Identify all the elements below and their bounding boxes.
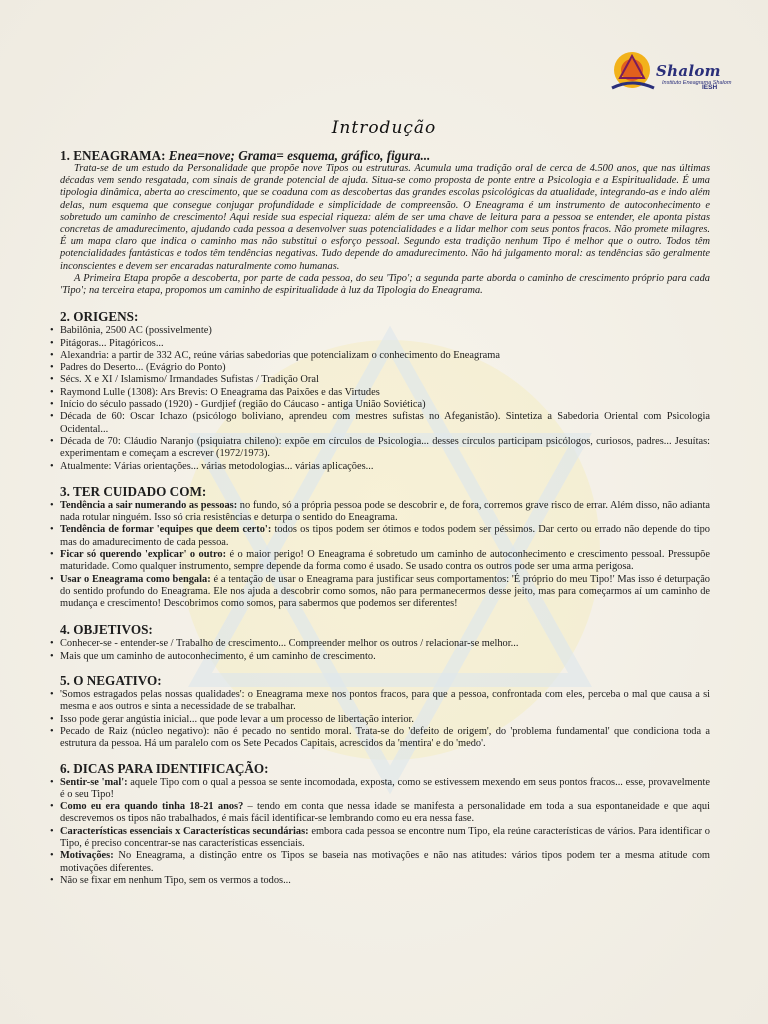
list-item-lead: Tendência a sair numerando as pessoas: bbox=[60, 499, 238, 511]
section-heading: 4. OBJETIVOS: bbox=[60, 622, 153, 638]
origins-list bbox=[60, 325, 710, 473]
section-heading-text: 1. ENEAGRAMA: bbox=[60, 148, 166, 163]
section-heading bbox=[60, 148, 710, 163]
list-item-text: aquele Tipo com o qual a pessoa se sente incomodada, exposta, como se estivessem mexendo em seus pontos fracos... esse, provavelmente é o seu Tipo! bbox=[60, 776, 710, 800]
list-item: • Mais que um caminho de autoconhecimento, é um caminho de crescimento. bbox=[60, 651, 710, 663]
section-dicas bbox=[60, 761, 710, 888]
page-title: Introdução bbox=[331, 118, 437, 138]
list-item-lead: Usar o Eneagrama como bengala: bbox=[60, 573, 211, 585]
list-item: • Pitágoras... Pitagóricos... bbox=[60, 338, 710, 350]
section-cuidado bbox=[60, 484, 710, 611]
tips-list bbox=[60, 777, 710, 888]
list-item-text: é a tentação de usar o Eneagrama para justificar seus comportamentos: 'É próprio do meu Tipo!' Mas isso é deturpação do sentido profundo do Eneagrama. Ele nos ajuda a descobrir como somos, não para permanecermos desse jeito, mas para começarmos aí um caminho de mudança e crescimento! Descobrimos como somos, para sabermos que podemos ser diferentes! bbox=[60, 573, 710, 610]
list-item bbox=[60, 524, 710, 549]
list-item bbox=[60, 850, 710, 875]
list-item: • 'Somos estragados pelas nossas qualidades': o Eneagrama mexe nos pontos fracos, para que a pessoa, confrontada com eles, perceba o mal que causa a si mesma e aos outros e sinta a necessidade de se trabalhar. bbox=[60, 689, 710, 714]
section-paragraph: A Primeira Etapa propõe a descoberta, por parte de cada pessoa, do seu 'Tipo'; a segunda parte aborda o caminho de crescimento próprio para cada 'Tipo'; na terceira etapa, propomos um caminho de espiritualidade à luz da Tipologia do Eneagrama. bbox=[60, 272, 710, 297]
section-origens bbox=[60, 309, 710, 473]
list-item bbox=[60, 777, 710, 802]
list-item-text: embora cada pessoa se encontre num Tipo, ela reúne características de vários. Para identificar o Tipo, é preciso concentrar-se nas características essenciais. bbox=[60, 825, 710, 850]
list-item-text: Não se fixar em nenhum Tipo, sem os vermos a todos... bbox=[60, 874, 291, 886]
list-item: • Década de 70: Cláudio Naranjo (psiquiatra chileno): expõe em círculos de Psicologia... desses círculos participam psicólogos, curiosos, padres... Jesuítas: experimentam e começam a escrever (1972/1973). bbox=[60, 436, 710, 461]
list-item: • Raymond Lulle (1308): Ars Brevis: O Eneagrama das Paixões e das Virtudes bbox=[60, 387, 710, 399]
list-item bbox=[60, 801, 710, 826]
list-item: • Atualmente: Várias orientações... várias metodologias... várias aplicações... bbox=[60, 461, 710, 473]
section-heading: 3. TER CUIDADO COM: bbox=[60, 483, 207, 499]
list-item bbox=[60, 826, 710, 851]
list-item: • Babilônia, 2500 AC (possivelmente) bbox=[60, 325, 710, 337]
list-item: • Início do século passado (1920) - Gurdjief (região do Cáucaso - antiga União Soviética) bbox=[60, 399, 710, 411]
list-item-text: é o maior perigo! O Eneagrama é sobretudo um caminho de autoconhecimento e crescimento pessoal. Pressupõe maturidade. Como qualquer instrumento, sempre depende da forma como é usado. Se usado contra os outros pode ser uma arma perigosa. bbox=[60, 548, 710, 573]
section-heading: 2. ORIGENS: bbox=[60, 309, 139, 325]
list-item bbox=[60, 875, 710, 887]
logo-acronym: IESH bbox=[702, 84, 718, 91]
list-item-lead: Motivações: bbox=[60, 850, 114, 862]
section-subheading: Enea=nove; Grama= esquema, gráfico, figura... bbox=[168, 148, 431, 163]
list-item: • Sécs. X e XI / Islamismo/ Irmandades Sufistas / Tradição Oral bbox=[60, 374, 710, 386]
list-item: • Alexandria: a partir de 332 AC, reúne várias sabedorias que potencializam o conhecimento do Eneagrama bbox=[60, 350, 710, 362]
logo-subtitle: Instituto Eneagrama Shalom bbox=[662, 80, 732, 86]
section-paragraph: Trata-se de um estudo da Personalidade que propõe nove Tipos ou estruturas. Acumula uma tradição oral de cerca de 4.500 anos, que nas últimas décadas vem sendo resgatada, com sinais de grande potencial de ajuda. Situa-se como proposta de ponte entre a Psicologia e a Espiritualidade. É uma tipologia dinâmica, aberta ao crescimento, que se coaduna com as descobertas das grandes escolas psicológicas da atualidade, integrando-as e indo além delas, num esquema que consegue conjugar profundidade e simplicidade de compreensão. O Eneagrama é um instrumento de autoconhecimento e sobretudo um caminho de crescimento! Aqui reside sua especial riqueza: além de ser uma chave de leitura para a pessoa se entender, ele aponta pistas concretas de amadurecimento, ajudando cada pessoa a desenvolver suas potencialidades e a lidar melhor com seus pontos fracos. Não promete milagres. É um mapa claro que indica o caminho mas não substitui o esforço pessoal. Segundo esta tradição nenhum Tipo é melhor que o outro. Todos têm potencialidades fantásticas e todos têm tendências negativas. Tudo depende do amadurecimento. Não há julgamento moral: as tendências são geralmente inconscientes e devem ser encaradas naturalmente como humanas. bbox=[60, 163, 710, 272]
list-item: • Década de 60: Oscar Ichazo (psicólogo boliviano, aprendeu com mestres sufistas no Afeganistão). Sintetiza a Sabedoria Oriental com Psicologia Ocidental... bbox=[60, 411, 710, 436]
negative-list bbox=[60, 689, 710, 750]
list-item bbox=[60, 574, 710, 611]
section-heading: 6. DICAS PARA IDENTIFICAÇÃO: bbox=[60, 760, 269, 776]
list-item-text: No Eneagrama, a distinção entre os Tipos se baseia nas motivações e não nas atitudes: vários tipos podem ter a mesma atitude com motivações diferentes. bbox=[60, 850, 710, 874]
list-item-text: – tendo em conta que nessa idade se manifesta a personalidade em toda a sua espontaneidade e que aqui descrevemos os tipos não trabalhados, é mais fácil identificar-se lembrando como eu era nessa fase. bbox=[60, 801, 710, 825]
logo-name: Shalom bbox=[656, 62, 721, 80]
list-item-lead: Tendência de formar 'equipes que deem certo': bbox=[60, 524, 272, 536]
section-negativo bbox=[60, 673, 710, 750]
list-item-lead: Sentir-se 'mal': bbox=[60, 776, 128, 788]
section-objetivos bbox=[60, 622, 710, 663]
list-item-lead: Como eu era quando tinha 18-21 anos? bbox=[60, 801, 244, 813]
list-item: • Padres do Deserto... (Evágrio do Ponto) bbox=[60, 362, 710, 374]
section-heading: 5. O NEGATIVO: bbox=[60, 673, 162, 689]
list-item: • Pecado de Raiz (núcleo negativo): não é pecado no sentido moral. Trata-se do 'defeito de origem', do 'problema fundamental' que condiciona toda a estrutura da pessoa. Há um paralelo com os Sete Pecados Capitais, acrescidos da 'mentira' e do 'medo'. bbox=[60, 726, 710, 751]
list-item-text: no fundo, só a própria pessoa pode se descobrir e, de fora, corremos grave risco de errar. Além disso, não adianta nada rotular ninguém. Isso só cria resistências e deturpa o sentido do Eneagrama. bbox=[60, 499, 710, 524]
document-body bbox=[60, 148, 710, 887]
list-item-lead: Ficar só querendo 'explicar' o outro: bbox=[60, 548, 227, 560]
list-item bbox=[60, 500, 710, 525]
list-item-text: todos os tipos podem ser ótimos e todos podem ser péssimos. Dar certo ou errado não depende do tipo mas do amadurecimento de cada pessoa. bbox=[60, 524, 710, 548]
section-eneagrama bbox=[60, 148, 710, 297]
list-item-lead: Características essenciais x Características secundárias: bbox=[60, 825, 309, 837]
cautions-list bbox=[60, 500, 710, 611]
list-item: • Isso pode gerar angústia inicial... que pode levar a um processo de libertação interior. bbox=[60, 714, 710, 726]
objectives-list bbox=[60, 638, 710, 663]
list-item bbox=[60, 549, 710, 574]
list-item: • Conhecer-se - entender-se / Trabalho de crescimento... Compreender melhor os outros / relacionar-se melhor... bbox=[60, 638, 710, 650]
